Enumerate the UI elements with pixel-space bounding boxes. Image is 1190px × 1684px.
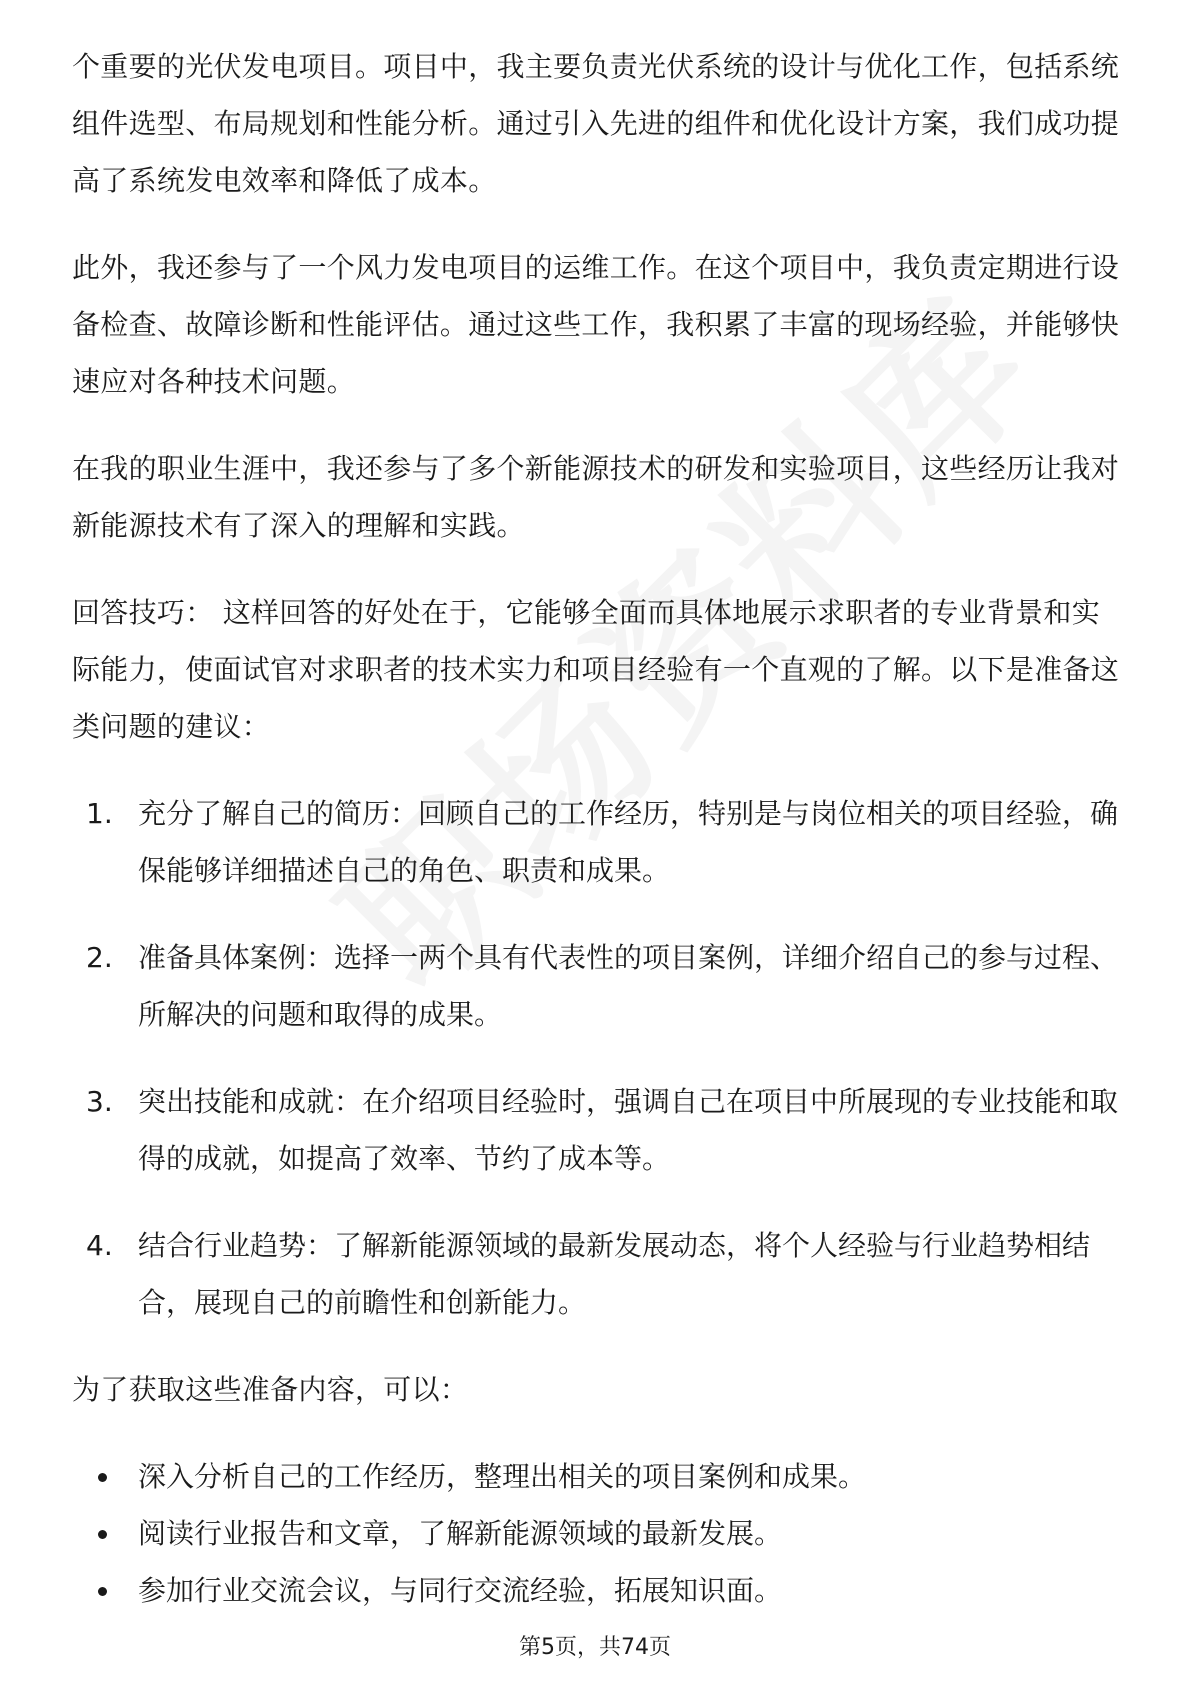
list-item-text: 突出技能和成就：在介绍项目经验时，强调自己在项目中所展现的专业技能和取得的成就，如提高了效率、节约了成本等。 xyxy=(138,1085,1119,1175)
tips-ordered-list xyxy=(72,785,1122,1331)
list-item xyxy=(86,1562,1122,1619)
list-item xyxy=(86,1505,1122,1562)
list-item xyxy=(86,1448,1122,1505)
list-item xyxy=(86,1073,1122,1187)
list-number: 2. xyxy=(86,941,113,974)
page-number-footer: 第5页，共74页 xyxy=(519,1635,671,1660)
list-item xyxy=(86,785,1122,899)
list-item-text: 准备具体案例：选择一两个具有代表性的项目案例，详细介绍自己的参与过程、所解决的问题和取得的成果。 xyxy=(138,941,1119,1031)
list-number: 3. xyxy=(86,1085,113,1118)
paragraph-prep-intro: 为了获取这些准备内容，可以： xyxy=(72,1373,469,1406)
bullet-icon xyxy=(98,1587,107,1596)
paragraph-answer-tips: 回答技巧： 这样回答的好处在于，它能够全面而具体地展示求职者的专业背景和实际能力，使面试官对求职者的技术实力和项目经验有一个直观的了解。以下是准备这类问题的建议： xyxy=(72,596,1120,743)
list-item-text: 深入分析自己的工作经历，整理出相关的项目案例和成果。 xyxy=(138,1460,867,1493)
list-item-text: 充分了解自己的简历：回顾自己的工作经历，特别是与岗位相关的项目经验，确保能够详细描述自己的角色、职责和成果。 xyxy=(138,797,1119,887)
bullet-icon xyxy=(98,1530,107,1539)
list-item-text: 阅读行业报告和文章，了解新能源领域的最新发展。 xyxy=(138,1517,783,1550)
list-item-text: 结合行业趋势：了解新能源领域的最新发展动态，将个人经验与行业趋势相结合，展现自己的前瞻性和创新能力。 xyxy=(138,1229,1091,1319)
document-body xyxy=(72,38,1122,1619)
paragraph-photovoltaic-project: 个重要的光伏发电项目。项目中，我主要负责光伏系统的设计与优化工作，包括系统组件选型、布局规划和性能分析。通过引入先进的组件和优化设计方案，我们成功提高了系统发电效率和降低了成本。 xyxy=(72,50,1120,197)
bullet-icon xyxy=(98,1473,107,1482)
list-number: 4. xyxy=(86,1229,113,1262)
prep-bullet-list xyxy=(72,1448,1122,1619)
list-item xyxy=(86,929,1122,1043)
list-number: 1. xyxy=(86,797,113,830)
list-item-text: 参加行业交流会议，与同行交流经验，拓展知识面。 xyxy=(138,1574,783,1607)
list-item xyxy=(86,1217,1122,1331)
paragraph-rd-experience: 在我的职业生涯中，我还参与了多个新能源技术的研发和实验项目，这些经历让我对新能源技术有了深入的理解和实践。 xyxy=(72,452,1120,542)
paragraph-wind-project: 此外，我还参与了一个风力发电项目的运维工作。在这个项目中，我负责定期进行设备检查、故障诊断和性能评估。通过这些工作，我积累了丰富的现场经验，并能够快速应对各种技术问题。 xyxy=(72,251,1120,398)
